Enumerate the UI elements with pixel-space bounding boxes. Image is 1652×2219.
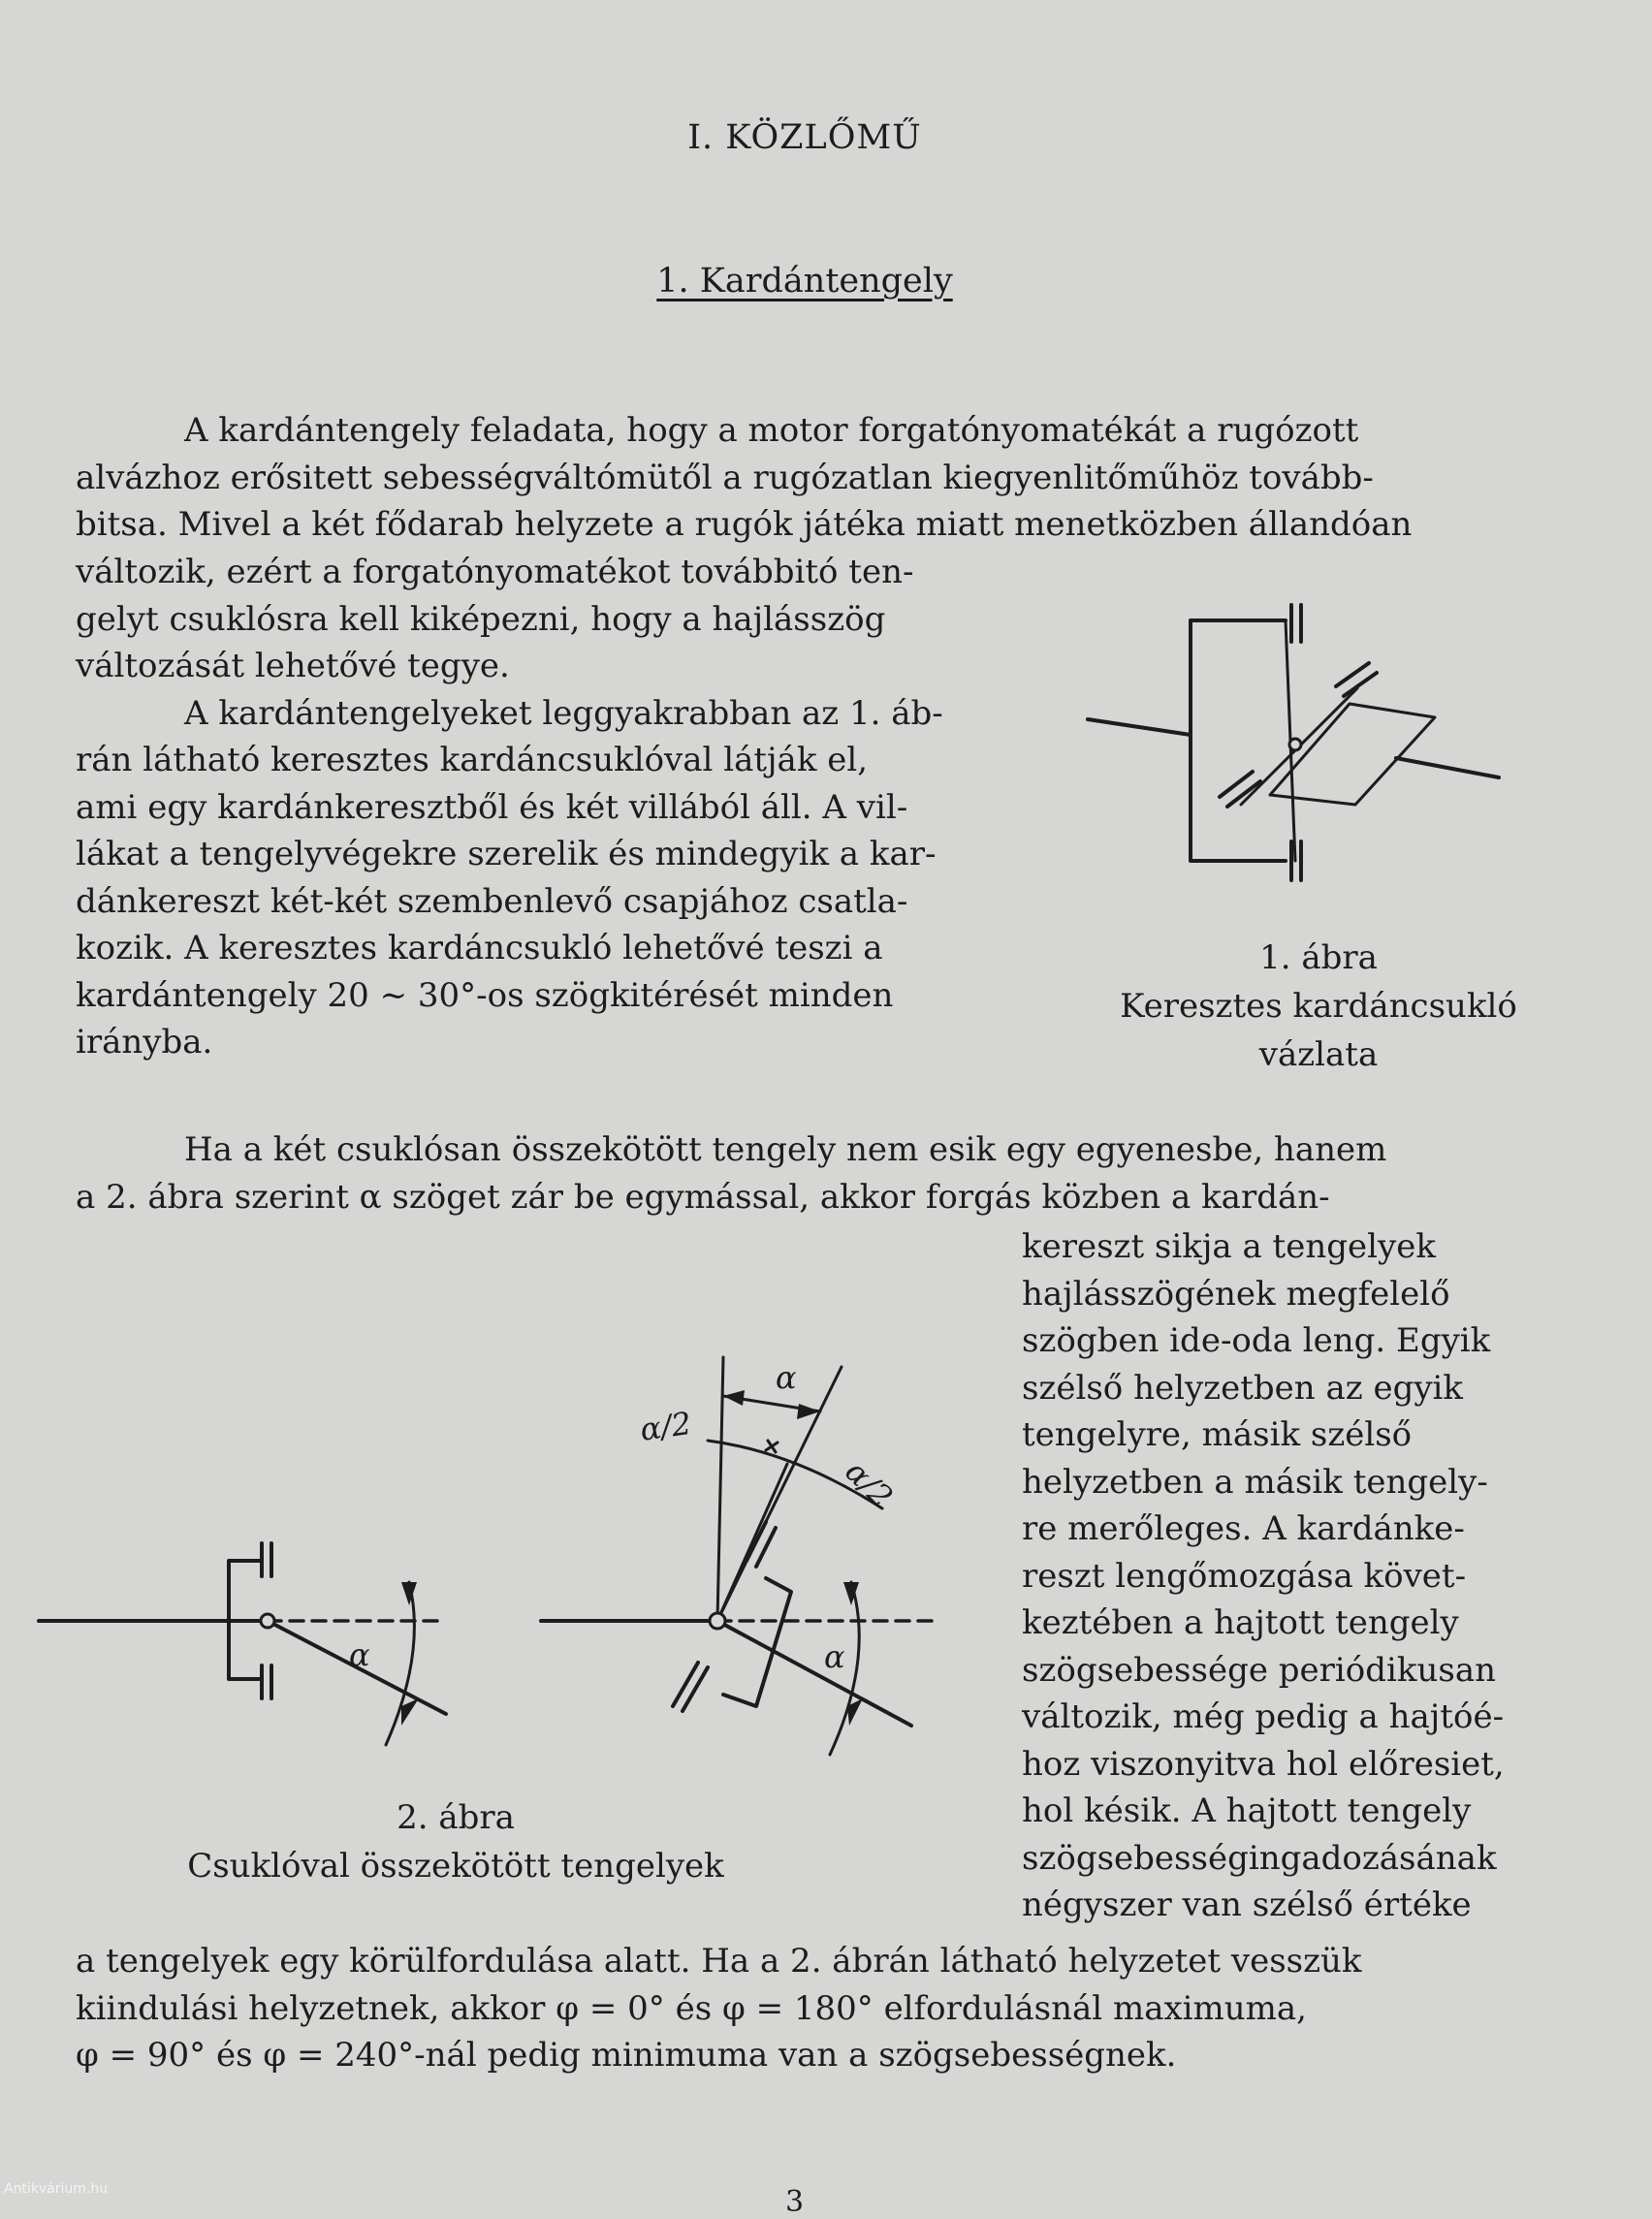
tick-mark — [768, 1441, 776, 1452]
figure-1-caption-line: Keresztes kardáncsukló — [1120, 987, 1517, 1026]
text-line: négyszer van szélső értéke — [1022, 1886, 1472, 1924]
text-line: bitsa. Mivel a két fődarab helyzete a rugók játéka miatt menetközben állandóan — [76, 505, 1413, 544]
pivot-point — [1289, 739, 1301, 750]
angle-alpha-label-top: α — [776, 1359, 797, 1396]
text-line: változik, ezért a forgatónyomatékot továbbitó ten- — [76, 553, 914, 591]
text-line: A kardántengely feladata, hogy a motor forgatónyomatékát a rugózott — [184, 411, 1359, 450]
text-line: re merőleges. A kardánke- — [1022, 1509, 1465, 1548]
pivot-point — [710, 1613, 725, 1629]
yoke-frame — [1191, 620, 1286, 861]
pivot-point — [261, 1614, 274, 1628]
figure-1-caption-line: vázlata — [1258, 1035, 1379, 1074]
text-line: lákat a tengelyvégekre szerelik és mindegyik a kar- — [76, 835, 937, 873]
text-line: hol késik. A hajtott tengely — [1022, 1791, 1472, 1830]
text-line: reszt lengőmozgása követ- — [1022, 1556, 1467, 1596]
text-line: kozik. A keresztes kardáncsukló lehetővé teszi a — [76, 929, 883, 967]
paragraph-3-right-column — [1022, 1223, 1505, 1929]
chapter-title: I. KÖZLŐMŰ — [687, 118, 922, 157]
text-line: Ha a két csuklósan összekötött tengely nem esik egy egyenesbe, hanem — [184, 1130, 1387, 1169]
text-line: hajlásszögének megfelelő — [1022, 1274, 1450, 1314]
text-line: változását lehetővé tegye. — [76, 647, 510, 685]
text-line: helyzetben a másik tengely- — [1022, 1462, 1488, 1502]
bearing-cap — [683, 1667, 708, 1711]
text-line: hoz viszonyitva hol előresiet, — [1022, 1744, 1505, 1784]
page-number: 3 — [785, 2185, 805, 2219]
paragraph-1-full — [76, 407, 1412, 549]
text-line: szélső helyzetben az egyik — [1022, 1368, 1464, 1408]
figure-2-caption-line: Csuklóval összekötött tengelyek — [187, 1847, 724, 1886]
watermark: Antikvárium.hu — [4, 2181, 109, 2197]
text-line: A kardántengelyeket leggyakrabban az 1. áb- — [184, 693, 943, 733]
half-angle-label-left: α/2 — [637, 1404, 694, 1448]
angle-alpha-label-right: α — [824, 1638, 845, 1675]
text-line: φ = 90° és φ = 240°-nál pedig minimuma van a szögsebességnek. — [76, 2036, 1177, 2075]
section-title: 1. Kardántengely — [656, 262, 953, 301]
figure-1-number: 1. ábra — [1259, 938, 1378, 977]
text-line: a 2. ábra szerint α szöget zár be egymással, akkor forgás közben a kardán- — [76, 1177, 1330, 1217]
driven-shaft — [717, 1621, 911, 1726]
arrow-head — [401, 1698, 419, 1726]
text-line: ami egy kardánkeresztből és két villából áll. A vil- — [76, 787, 908, 827]
cross-plane — [1270, 704, 1435, 805]
text-line: alvázhoz erősitett sebességváltómütől a rugózatlan kiegyenlitőműhöz tovább- — [76, 458, 1374, 497]
paragraph-1-left-column — [76, 549, 943, 1066]
text-line: szögsebessége periódikusan — [1022, 1650, 1496, 1690]
text-line: rán látható keresztes kardáncsuklóval látják el, — [76, 741, 869, 779]
text-line: a tengelyek egy körülfordulása alatt. Ha a 2. ábrán látható helyzetet vesszük — [76, 1942, 1362, 1981]
figure-2-joint-left — [39, 1543, 446, 1745]
figure-1-cardan-joint-diagram — [1076, 591, 1522, 921]
figure-2-joint-right — [541, 1357, 940, 1755]
half-angle-label-right: α/2 — [838, 1452, 901, 1515]
text-line: keztében a hajtott tengely — [1022, 1603, 1459, 1642]
angle-alpha-label: α — [349, 1636, 370, 1673]
angle-arc — [386, 1582, 414, 1745]
figure-1-caption — [1076, 934, 1561, 1079]
text-line: dánkereszt két-két szembenlevő csapjához csatla- — [76, 881, 908, 921]
paragraph-3-end — [76, 1938, 1362, 2079]
bearing-cap — [673, 1663, 698, 1706]
text-line: kiindulási helyzetnek, akkor φ = 0° és φ = 180° elfordulásnál maximuma, — [76, 1988, 1307, 2028]
text-line: kardántengely 20 ∼ 30°-os szögkitérését minden — [76, 975, 894, 1015]
input-shaft — [1088, 719, 1191, 735]
bisector-line — [717, 1464, 787, 1621]
figure-2-number: 2. ábra — [397, 1798, 515, 1837]
text-line: tengelyre, másik szélső — [1022, 1415, 1413, 1454]
paragraph-3-full — [76, 1126, 1386, 1220]
output-shaft — [1396, 758, 1499, 777]
figure-2-caption — [107, 1793, 805, 1890]
text-line: szögben ide-oda leng. Egyik — [1022, 1321, 1491, 1360]
arrow-head — [401, 1582, 417, 1605]
text-line: változik, még pedig a hajtóé- — [1022, 1697, 1505, 1736]
text-line: gelyt csuklósra kell kiképezni, hogy a hajlásszög — [76, 599, 886, 639]
text-line: kereszt sikja a tengelyek — [1022, 1227, 1436, 1266]
figure-2-shafts-diagram — [29, 1318, 960, 1764]
text-line: szögsebességingadozásának — [1022, 1838, 1497, 1878]
text-line: irányba. — [76, 1023, 213, 1062]
